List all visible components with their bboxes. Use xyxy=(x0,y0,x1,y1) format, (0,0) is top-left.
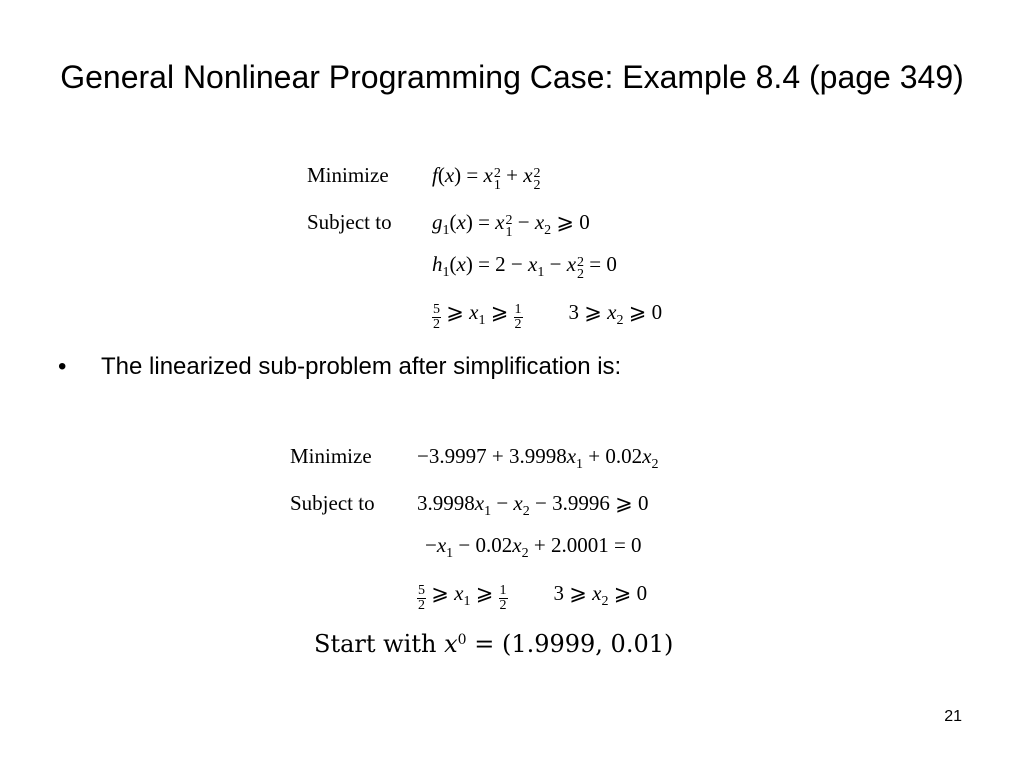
bullet-text: The linearized sub-problem after simplification is: xyxy=(101,353,622,380)
equality-constraint-h1: $h_1(x) = 2 - x_1 - x$ 2 2 = 0 xyxy=(432,252,617,282)
constraint1-rhs: 0 xyxy=(637,491,649,515)
linearized-objective: $-3.9997 + 3.9998x_1 + 0.02x_2$ xyxy=(417,444,659,472)
start-value: (1.9999, 0.01) xyxy=(501,630,674,658)
bullet-marker: • xyxy=(58,353,67,380)
problem-1 xyxy=(307,162,727,332)
subject-to-label: Subject to xyxy=(290,491,375,515)
minimize-label: Minimize xyxy=(290,444,372,468)
inequality-constraint-g1: $g_1(x) = x$ 2 1 − $x_2$ ⩾ 0 xyxy=(432,210,590,240)
constraint2-coef-x2: 0.02 xyxy=(475,533,513,557)
linearized-equality: $-x_1 - 0.02x_2 + 2.0001 = 0$ xyxy=(425,533,642,561)
starting-point: Start with $x^0 = (1.9999$, 0.01) xyxy=(314,630,674,658)
constraint2-constant: 2.0001 xyxy=(550,533,609,557)
minimize-label: Minimize xyxy=(307,163,389,187)
subject-to-label: Subject to xyxy=(307,210,392,234)
start-label: Start with xyxy=(314,630,437,658)
objective-coef-x1: 3.9998 xyxy=(508,444,567,468)
objective-constant: −3.9997 xyxy=(417,444,487,468)
constraint1-coef-x1: 3.9998 xyxy=(417,491,475,515)
slide-title: General Nonlinear Programming Case: Example 8.4 (page 349) xyxy=(60,59,964,95)
linearized-inequality: $3.9998x_1 - x_2 - 3.9996$ ⩾ 0 xyxy=(417,491,649,519)
constraint2-rhs: 0 xyxy=(631,533,642,557)
page-number: 21 xyxy=(944,708,962,725)
objective-coef-x2: 0.02 xyxy=(605,444,643,468)
objective-function: f(x) = x 2 1 + x 2 2 xyxy=(432,163,541,193)
constraint1-constant: 3.9996 xyxy=(552,491,610,515)
problem-2 xyxy=(290,443,750,613)
variable-bounds: $\frac{5}{2}$ ⩾ $x_1$ ⩾ $\frac{1}{2}$ 3 ⩾ $x_2$ ⩾ 0 xyxy=(433,300,663,332)
variable-bounds: $\frac{5}{2}$ ⩾ $x_1$ ⩾ $\frac{1}{2}$ 3 ⩾ $x_2$ ⩾ 0 xyxy=(418,581,648,613)
